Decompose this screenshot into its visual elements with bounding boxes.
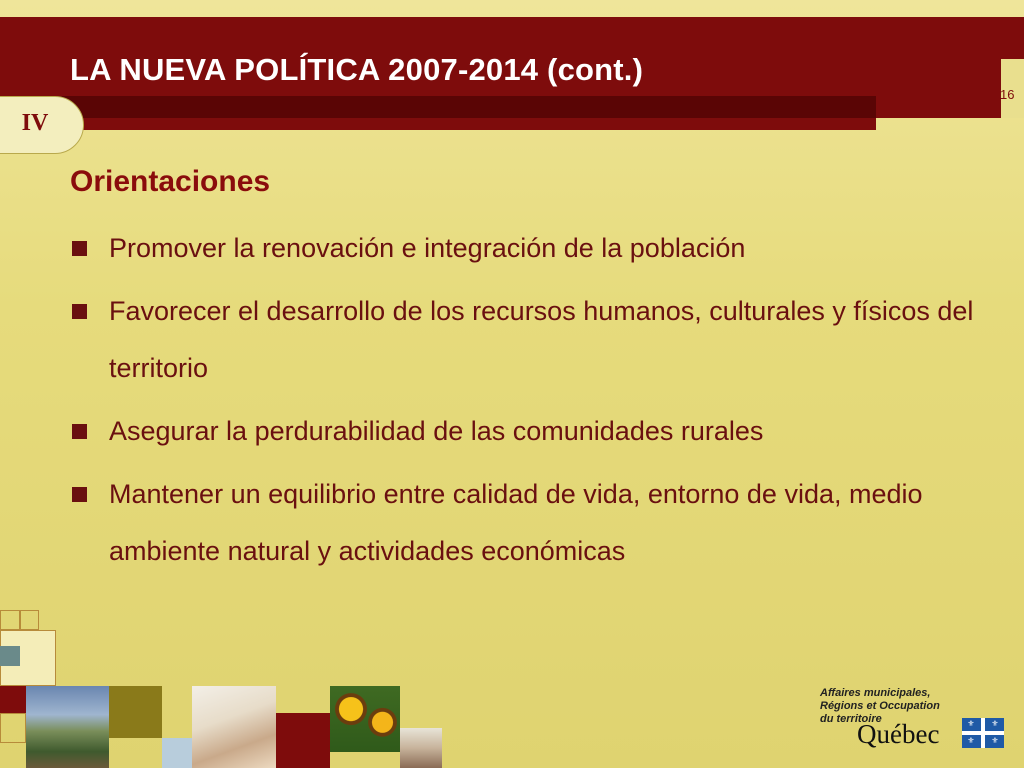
bullet-item [72,466,982,580]
child-photo [400,728,442,768]
deco-square [20,610,39,630]
deco-square [0,610,20,630]
ministry-line: Affaires municipales, [820,687,931,699]
deco-square [162,738,192,768]
bullet-square-icon [72,304,87,319]
bullet-square-icon [72,424,87,439]
bullet-text: Promover la renovación e integración de la población [109,233,746,263]
deco-square [0,646,20,666]
header-band-shadow [0,96,876,118]
bullet-square-icon [72,487,87,502]
bullet-text: Mantener un equilibrio entre calidad de vida, entorno de vida, medio ambiente natural y actividades económicas [109,479,923,566]
bullet-item [72,283,982,397]
quebec-wordmark: Québec [857,719,940,749]
section-number: IV [21,110,49,136]
village-photo [26,686,109,768]
sunflower-photo [330,686,400,752]
family-photo [192,686,276,768]
page-number: 16 [1000,87,1015,102]
bullet-item [72,403,982,460]
deco-square [0,713,26,743]
slide-title: LA NUEVA POLÍTICA 2007-2014 (cont.) [70,52,644,87]
deco-square [109,686,162,738]
ministry-line: Régions et Occupation [820,700,940,712]
section-heading: Orientaciones [70,165,271,198]
fleur-de-lis-flag-icon: ⚜ ⚜ ⚜ ⚜ [962,718,1004,748]
deco-square [276,713,330,768]
header-band-bottom [0,118,876,130]
bullet-text: Favorecer el desarrollo de los recursos humanos, culturales y físicos del territorio [109,296,974,383]
bullet-item [72,220,982,277]
bullet-square-icon [72,241,87,256]
bullet-list [72,220,982,586]
bullet-text: Asegurar la perdurabilidad de las comunidades rurales [109,416,764,446]
deco-square [0,686,26,713]
ministry-line: du territoire [820,713,882,725]
